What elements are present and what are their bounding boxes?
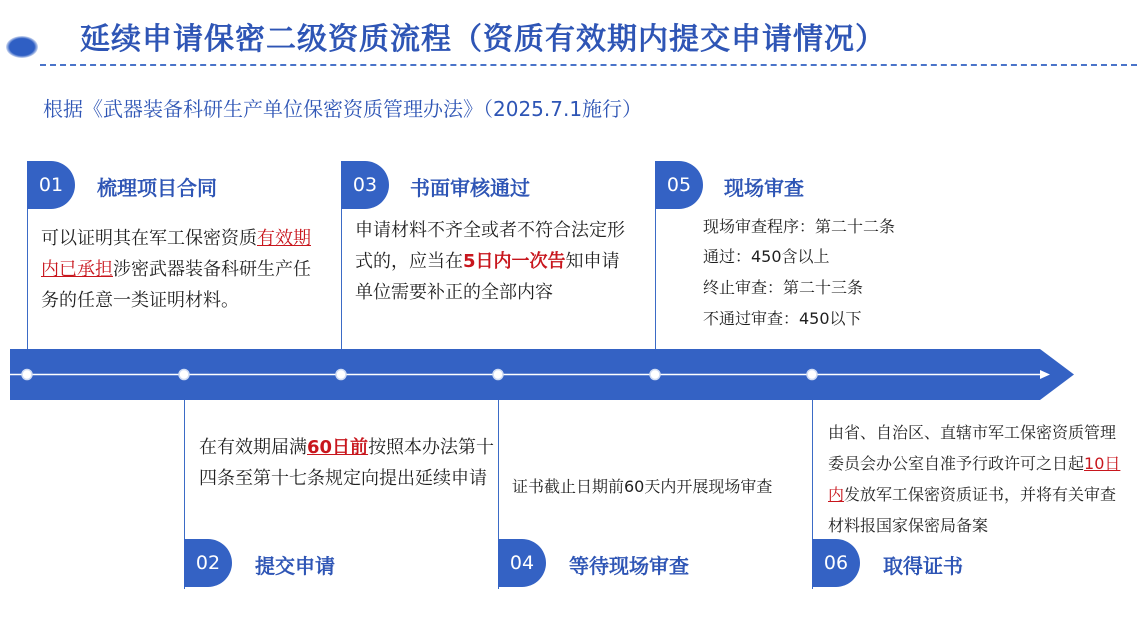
step-03-highlight: 5日内一次告	[463, 251, 566, 272]
timeline-arrow	[10, 349, 1074, 400]
step-05-title: 现场审查	[724, 176, 804, 200]
step-02-badge: 02	[184, 539, 232, 587]
step-05-line-4: 不通过审查：450以下	[703, 309, 862, 328]
step-02-highlight: 60日前	[307, 437, 369, 458]
timeline-node-03	[336, 370, 346, 380]
step-01-title: 梳理项目合同	[97, 176, 217, 200]
step-05-line-2: 通过：450含以上	[703, 247, 830, 266]
step-04-badge: 04	[498, 539, 546, 587]
step-03-badge: 03	[341, 161, 389, 209]
timeline-node-05	[650, 370, 660, 380]
step-02-description: 在有效期届满60日前按照本办法第十四条至第十七条规定向提出延续申请	[199, 437, 495, 489]
step-06-description: 由省、自治区、直辖市军工保密资质管理委员会办公室自准予行政许可之日起10日内发放军工保密资质证书，并将有关审查材料报国家保密局备案	[828, 423, 1121, 535]
step-05-line-3: 终止审查：第二十三条	[703, 278, 864, 297]
title-divider	[40, 64, 1137, 66]
timeline-node-04	[493, 370, 503, 380]
step-04-title: 等待现场审查	[569, 554, 689, 578]
step-06-title: 取得证书	[883, 554, 963, 578]
timeline-node-06	[807, 370, 817, 380]
step-03-title: 书面审核通过	[410, 176, 530, 200]
step-06-badge: 06	[812, 539, 860, 587]
decorative-dot	[6, 36, 38, 58]
step-03-description: 申请材料不齐全或者不符合法定形式的，应当在5日内一次告知申请单位需要补正的全部内容	[355, 220, 625, 303]
step-06-highlight: 10日内	[828, 454, 1121, 504]
page-subtitle: 根据《武器装备科研生产单位保密资质管理办法》（2025.7.1施行）	[43, 97, 643, 121]
step-05-line-1: 现场审查程序：第二十二条	[703, 217, 896, 236]
step-05-badge: 05	[655, 161, 703, 209]
timeline-node-02	[179, 370, 189, 380]
step-01-highlight: 有效期内已承担	[41, 228, 311, 280]
timeline-node-01	[22, 370, 32, 380]
step-04-description: 证书截止日期前60天内开展现场审查	[512, 477, 773, 496]
step-02-title: 提交申请	[255, 554, 335, 578]
step-01-description: 可以证明其在军工保密资质有效期内已承担涉密武器装备科研生产任务的任意一类证明材料。	[41, 228, 311, 311]
step-01-badge: 01	[27, 161, 75, 209]
page-title: 延续申请保密二级资质流程（资质有效期内提交申请情况）	[80, 22, 886, 57]
